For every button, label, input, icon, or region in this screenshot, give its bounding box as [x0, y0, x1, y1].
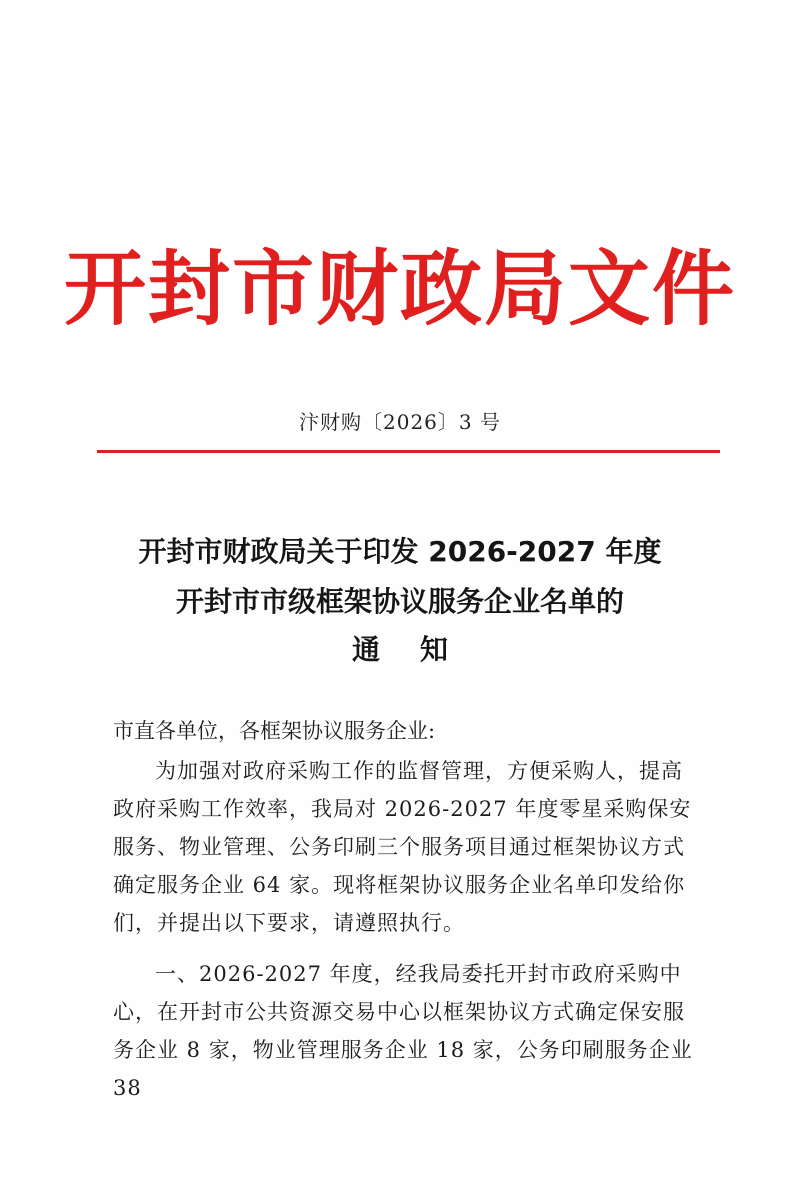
- document-number: 汴财购〔2026〕3 号: [299, 410, 501, 434]
- red-divider-line: [97, 450, 720, 453]
- document-title-line-3: 通知: [351, 633, 488, 666]
- masthead-title: 开封市财政局文件: [63, 242, 736, 337]
- paragraph-2: 一、2026-2027 年度，经我局委托开封市政府采购中心，在开封市公共资源交易中心以框架协议方式确定保安服务企业 8 家，物业管理服务企业 18 家，公务印刷服务企业 38: [113, 962, 693, 1100]
- paragraph-1: 为加强对政府采购工作的监督管理，方便采购人，提高政府采购工作效率，我局对 2026-2027 年度零星采购保安服务、物业管理、公务印刷三个服务项目通过框架协议方式确定服务企业 64 家。现将框架协议服务企业名单印发给你们，并提出以下要求，请遵照执行。: [113, 759, 692, 935]
- document-title-line-1: 开封市财政局关于印发 2026-2027 年度: [138, 535, 662, 568]
- salutation: 市直各单位，各框架协议服务企业:: [113, 719, 436, 743]
- document-title-line-2: 开封市市级框架协议服务企业名单的: [175, 585, 624, 618]
